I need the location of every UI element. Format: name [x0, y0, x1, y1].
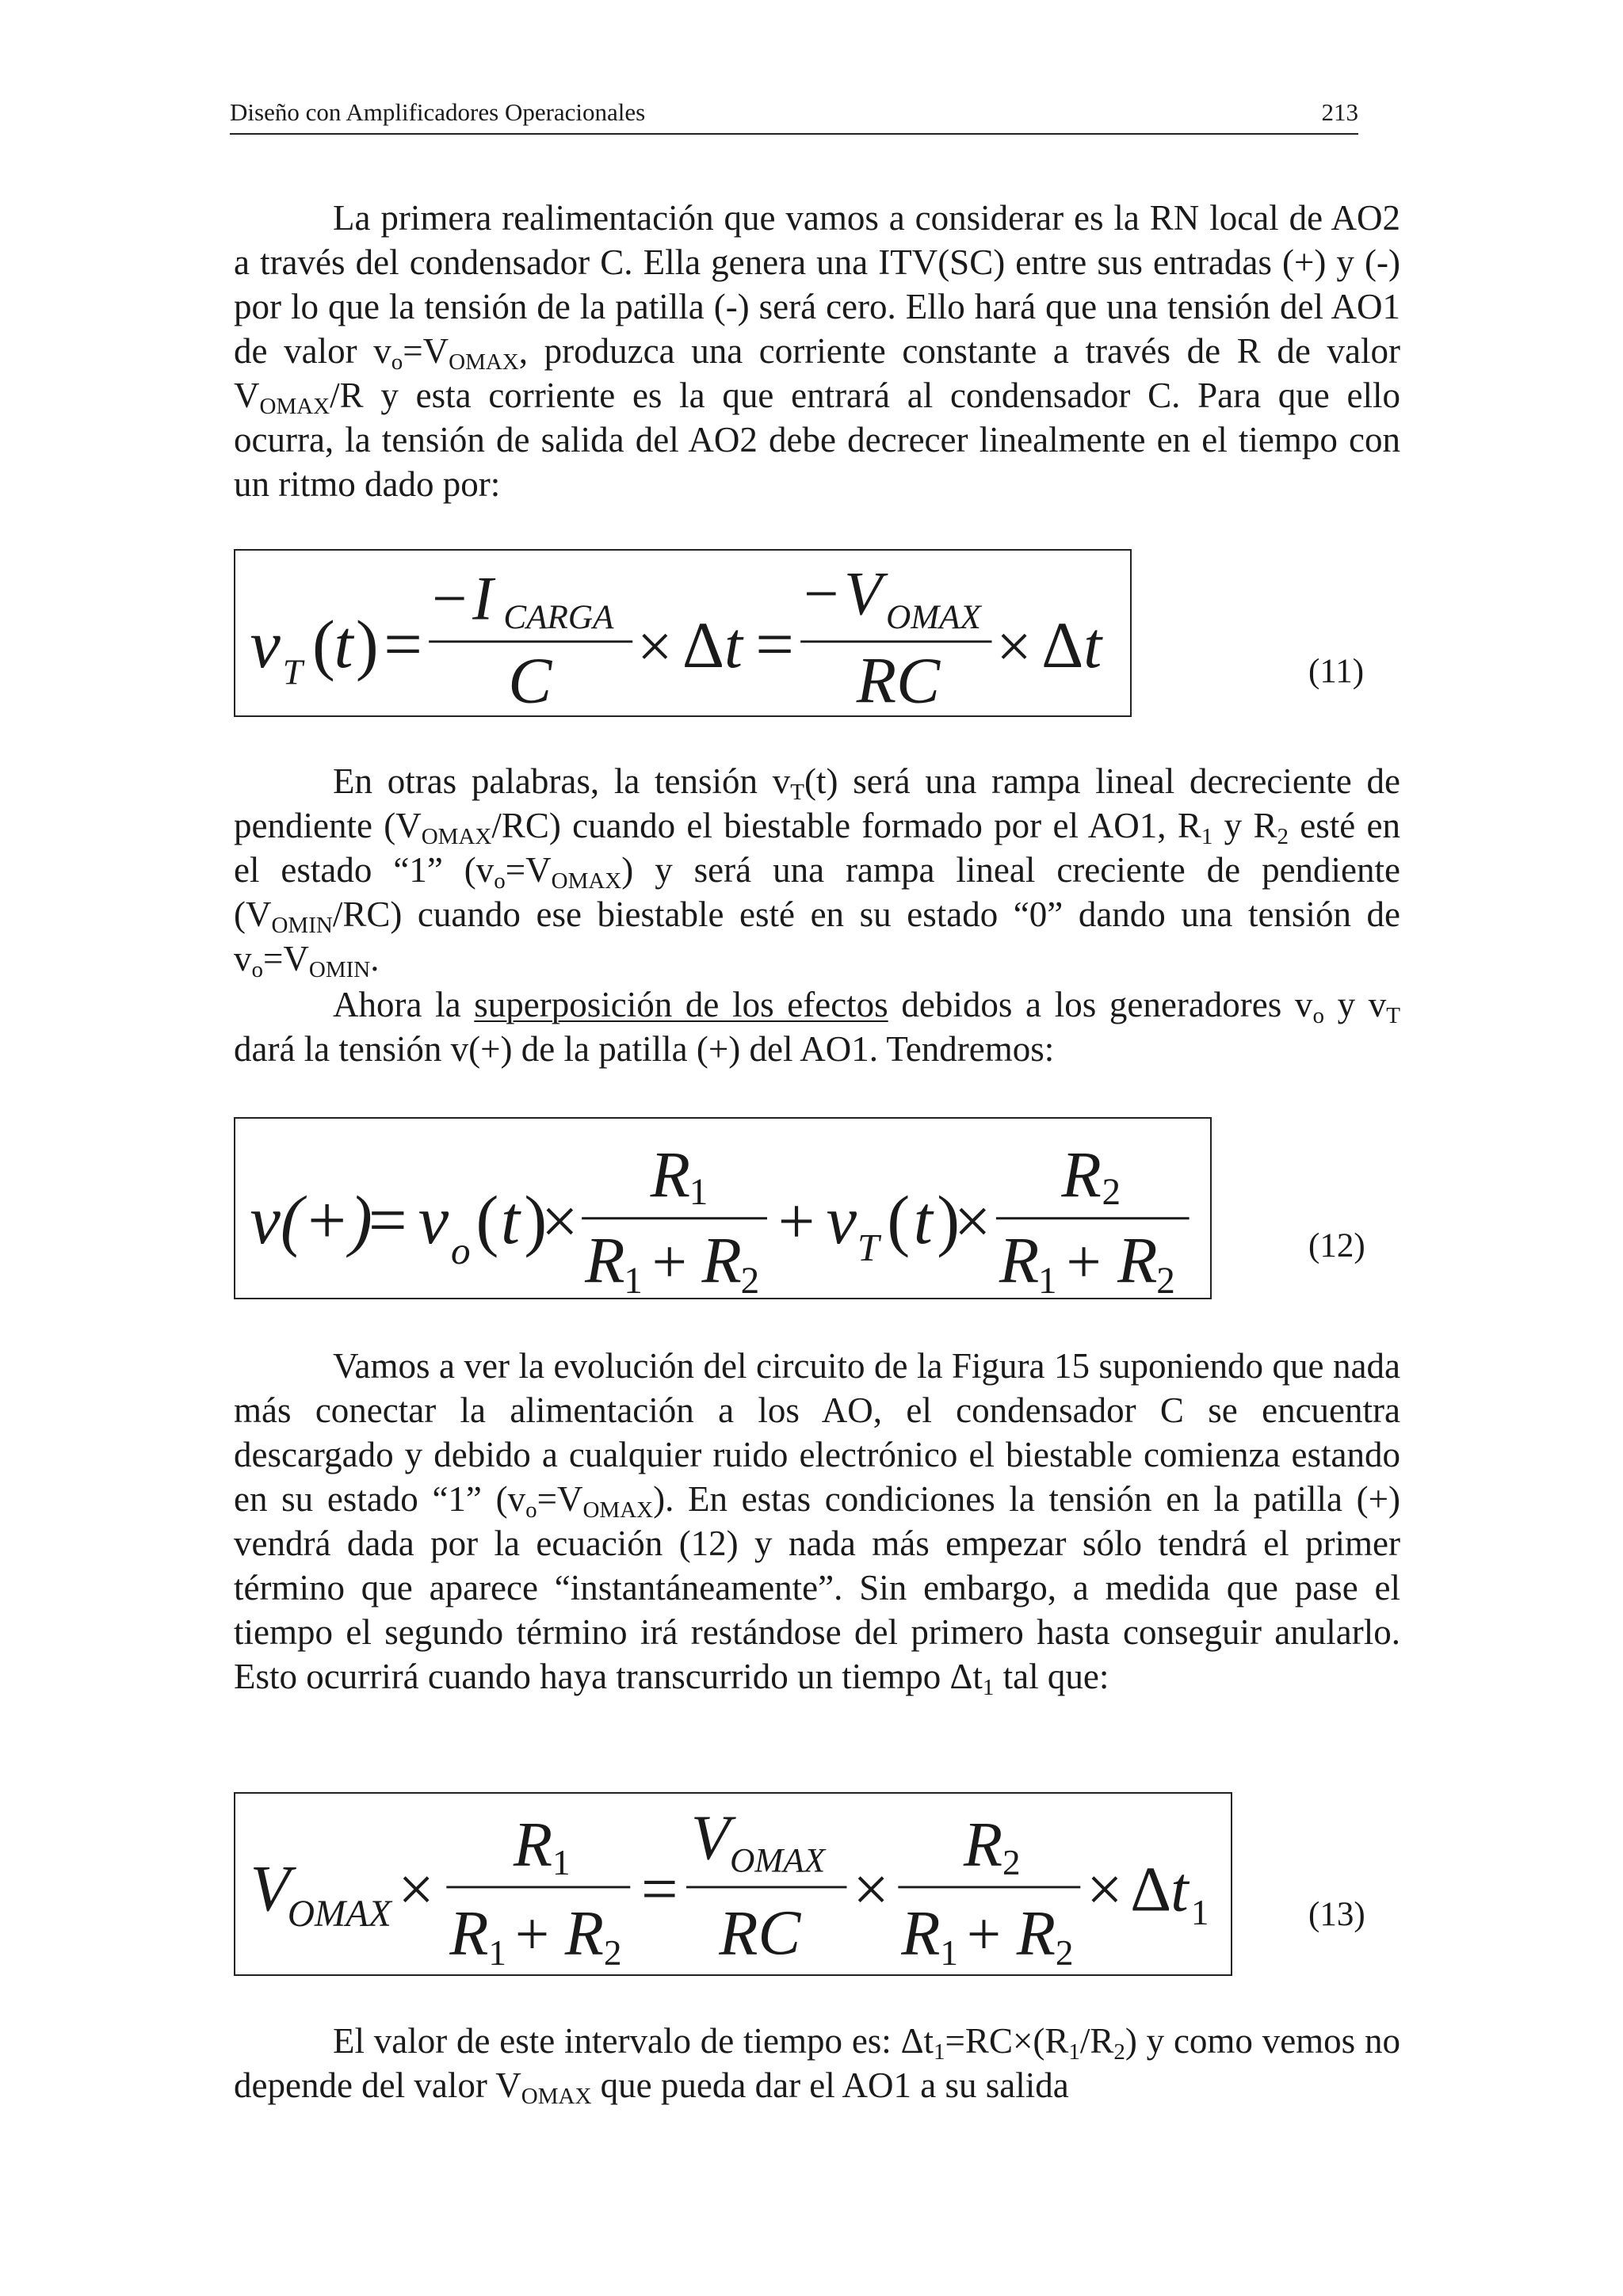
eq11-times-2: × [996, 612, 1032, 681]
eq12-sub-T: T [857, 1225, 880, 1269]
eq13-times-3: × [1086, 1854, 1123, 1925]
eq12-num-R: R [650, 1138, 691, 1211]
header-title: Diseño con Amplificadores Operacionales [230, 98, 646, 126]
eq13-den1-R2: R [564, 1897, 604, 1969]
eq12-lhs: v(+) [250, 1182, 372, 1259]
eq12-lparen-2: ( [887, 1182, 911, 1259]
eq13-num1-R: R [513, 1809, 553, 1880]
equation-13-box [234, 1792, 1232, 1976]
underlined-phrase: superposición de los efectos [474, 985, 888, 1024]
eq12-times-1: × [541, 1184, 579, 1258]
eq13-delta: Δ [1130, 1854, 1172, 1925]
eq11-t: t [334, 606, 353, 683]
eq12-times-2: × [953, 1184, 991, 1258]
eq13-num2-V: V [690, 1802, 731, 1874]
eq13-den1-R1: R [449, 1897, 489, 1969]
eq12-den-R1: R [585, 1223, 625, 1297]
eq13-den3-R2: R [1016, 1897, 1056, 1969]
eq11-v: v [250, 606, 281, 683]
eq11-minus-2: − [804, 559, 839, 628]
eq11-V: V [844, 559, 883, 628]
eq13-den3-sub2: 2 [1055, 1933, 1074, 1974]
eq12-den2-sub2: 2 [1156, 1261, 1175, 1298]
paragraph-5: El valor de este intervalo de tiempo es: $\Delta t_1=RC\times(R_1/R_2)$ y como vemos no depende del valor $V_{OMAX}$ que pueda dar el AO1 a su salida [234, 2021, 1400, 2109]
eq13-t: t [1170, 1854, 1189, 1925]
eq12-v: v [418, 1182, 449, 1259]
eq12-plus: + [777, 1184, 815, 1258]
equation-12-box [234, 1117, 1212, 1299]
eq12-den2-plus: + [1066, 1227, 1102, 1297]
eq11-equals-2: = [755, 606, 794, 683]
equation-13-number: (13) [1308, 1896, 1365, 1933]
eq12-den2-sub1: 1 [1037, 1261, 1057, 1298]
eq12-lparen-1: ( [475, 1182, 499, 1259]
eq12-num2-R: R [1061, 1138, 1102, 1211]
eq11-minus-1: − [432, 563, 468, 633]
eq12-num-sub: 1 [689, 1172, 708, 1214]
eq11-times-1: × [637, 612, 673, 681]
eq13-sub-omax: OMAX [287, 1894, 391, 1936]
eq11-rparen: ) [355, 606, 379, 683]
eq13-equals: = [641, 1852, 678, 1925]
eq11-sub-carga: CARGA [503, 599, 614, 637]
eq13-den1-sub1: 1 [488, 1933, 507, 1974]
eq11-lparen: ( [311, 606, 335, 683]
eq11-equals: = [384, 606, 422, 683]
eq11-RC: RC [856, 644, 941, 715]
equation-12-number: (12) [1308, 1227, 1365, 1264]
eq13-den1-sub2: 2 [603, 1933, 622, 1974]
eq12-den-sub2: 2 [740, 1261, 760, 1298]
eq11-t-2: t [1083, 609, 1102, 682]
eq13-den3-sub1: 1 [940, 1933, 959, 1974]
paragraph-3: Ahora la superposición de los efectos debidos a los generadores $v_o$ y $v_T$ dará la tensión v(+) de la patilla (+) del AO1. Tendremos: [234, 985, 1401, 1069]
paragraph-2: En otras palabras, la tensión $v_T(t)$ será una rampa lineal decreciente de pendiente $(V_{OMAX}/RC)$ cuando el biestable formado por el AO1, $R_1$ y $R_2$ esté en el estado “1” $(v_o=V_{OMAX})$ y será una rampa lineal creciente de pendiente $(V_{OMIN}/RC)$ cuando ese biestable esté en su estado “0” dando una tensión de $v_o=V_{OMIN}$. [234, 761, 1401, 982]
eq12-sub-o: o [451, 1228, 471, 1272]
eq13-V: V [250, 1852, 291, 1925]
eq13-den3-R1: R [901, 1897, 941, 1969]
eq11-C: C [508, 644, 552, 715]
eq13-den3-plus: + [966, 1900, 1002, 1968]
eq13-num3-R: R [963, 1809, 1003, 1880]
equation-11-box [234, 549, 1132, 717]
eq12-t-2: t [913, 1182, 933, 1259]
eq13-num2-sub-omax: OMAX [730, 1841, 826, 1880]
page-number: 213 [1321, 98, 1358, 126]
eq13-times-2: × [853, 1854, 889, 1925]
eq13-times-1: × [398, 1854, 434, 1925]
eq12-den2-R2: R [1117, 1223, 1158, 1297]
eq13-num3-sub: 2 [1002, 1843, 1021, 1883]
eq11-delta-2: Δ [1041, 609, 1084, 682]
equation-11 [235, 551, 1130, 715]
equation-13 [235, 1794, 1231, 1974]
running-header [230, 93, 1358, 135]
eq11-t-1: t [724, 609, 743, 682]
equation-11-number: (11) [1308, 653, 1365, 690]
eq13-sub-1: 1 [1190, 1893, 1209, 1933]
eq13-RC: RC [719, 1897, 801, 1969]
eq12-rparen-1: ) [524, 1182, 548, 1259]
eq12-v-2: v [826, 1182, 857, 1259]
eq12-den2-R1: R [999, 1223, 1040, 1297]
eq12-rparen-2: ) [937, 1182, 960, 1259]
eq11-delta-1: Δ [682, 609, 725, 682]
eq12-den-R2: R [701, 1223, 742, 1297]
eq12-t-1: t [500, 1182, 520, 1259]
paragraph-1: La primera realimentación que vamos a considerar es la RN local de AO2 a través del condensador C. Ella genera una ITV(SC) entre sus entradas (+) y (-) por lo que la tensión de la patilla (-) será cero. Ello hará que una tensión del AO1 de valor $v_o=V_{OMAX}$, produzca una corriente constante a través de R de valor $V_{OMAX}/R$ y esta corriente es la que entrará al condensador C. Para que ello ocurra, la tensión de salida del AO2 debe decrecer linealmente en el tiempo con un ritmo dado por: [234, 198, 1400, 504]
eq12-num2-sub: 2 [1102, 1172, 1121, 1214]
eq11-sub-omax: OMAX [886, 599, 981, 637]
eq12-den-sub1: 1 [624, 1261, 643, 1298]
eq12-den-plus: + [651, 1227, 687, 1297]
eq11-sub-T: T [282, 652, 303, 692]
equation-12 [235, 1119, 1210, 1298]
eq13-num1-sub: 1 [552, 1843, 571, 1883]
eq13-den1-plus: + [514, 1900, 550, 1968]
eq11-I: I [472, 563, 494, 633]
paragraph-4: Vamos a ver la evolución del circuito de la Figura 15 suponiendo que nada más conectar la alimentación a los AO, el condensador C se encuentra descargado y debido a cualquier ruido electrónico el biestable comienza estando en su estado “1” $(v_o=V_{OMAX})$. En estas condiciones la tensión en la patilla (+) vendrá dada por la ecuación (12) y nada más empezar sólo tendrá el primer término que aparece “instantáneamente”. Sin embargo, a medida que pase el tiempo el segundo término irá restándose del primero hasta conseguir anularlo. Esto ocurrirá cuando haya transcurrido un tiempo $\Delta t_1$ tal que: [234, 1346, 1400, 1700]
eq12-equals: = [368, 1182, 407, 1259]
